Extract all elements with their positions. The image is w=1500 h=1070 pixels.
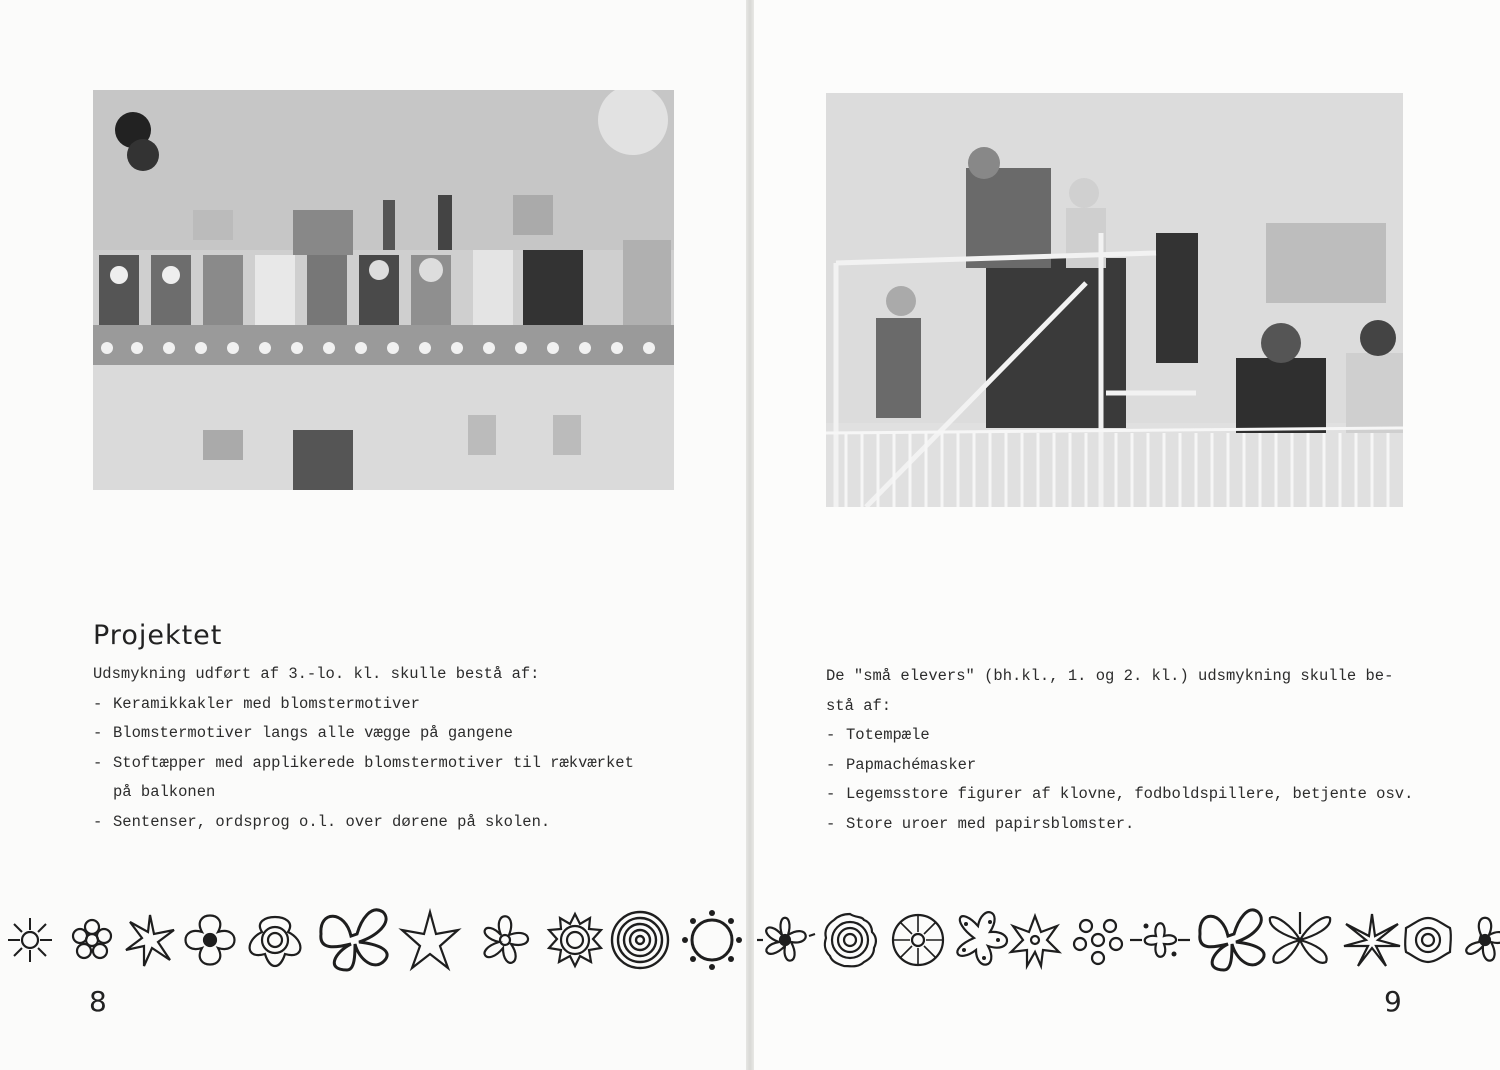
list-dash: - [93,724,103,742]
list-item: - Store uroer med papirsblomster. [826,810,1466,840]
right-intro-line2: stå af: [826,696,892,715]
list-dash: - [826,726,836,744]
flower-border-icon [0,905,1500,975]
right-text-block [826,662,1466,839]
list-item: - Stoftæpper med applikerede blomstermotiver til rækværket [93,749,693,779]
right-list [826,721,1466,839]
left-text-block [93,660,693,837]
list-dash: - [93,694,103,713]
list-dash: - [93,753,103,772]
list-item: - Legemsstore figurer af klovne, fodboldspillere, betjente osv. [826,780,1466,810]
page-number-left: 8 [89,985,107,1018]
section-heading: Projektet [93,620,223,651]
left-intro: Udsmykning udført af 3.-lo. kl. skulle bestå af: [93,665,540,683]
list-dash: - [826,785,836,803]
list-dash: - [826,814,836,833]
page-number-right: 9 [1384,985,1402,1018]
left-list [93,690,693,838]
list-item: - Papmachémasker [826,751,1466,781]
photo-children-on-scaffolding [826,93,1403,507]
list-dash: - [93,812,103,831]
list-item: - Sentenser, ordsprog o.l. over dørene på skolen. [93,808,693,838]
list-dash: - [826,755,836,774]
list-item: - Totempæle [826,721,1466,751]
list-item: - Blomstermotiver langs alle vægge på gangene [93,719,693,749]
list-item: - Keramikkakler med blomstermotiver [93,690,693,720]
right-intro-line1: De "små elevers" (bh.kl., 1. og 2. kl.) udsmykning skulle be- [826,667,1394,685]
list-item-continuation: på balkonen [113,783,216,801]
photo-school-hall-balcony [93,90,674,490]
